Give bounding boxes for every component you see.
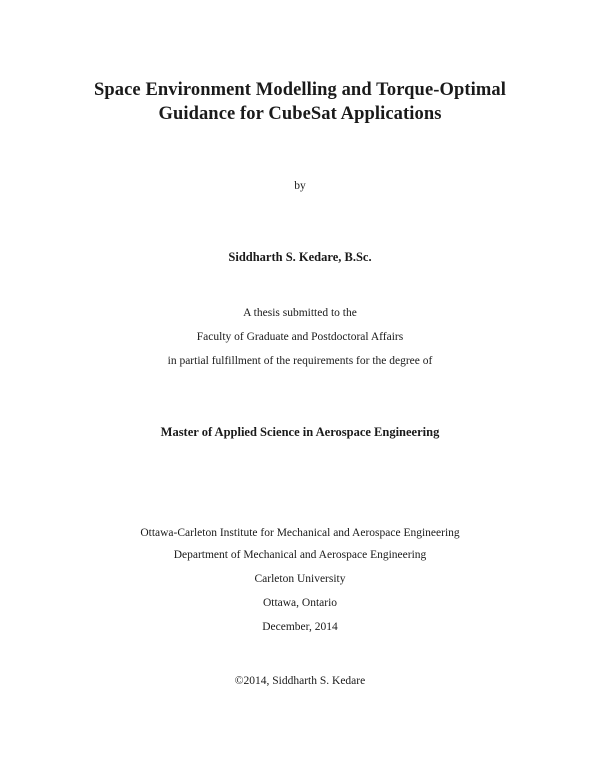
by-label: by — [294, 180, 306, 192]
department-name: Department of Mechanical and Aerospace Engineering — [173, 549, 427, 561]
author-name: Siddharth S. Kedare — [228, 250, 339, 264]
submission-line-2: Faculty of Graduate and Postdoctoral Affairs — [196, 331, 404, 343]
submission-line-3: in partial fulfillment of the requirements for the degree of — [167, 355, 433, 367]
degree-name: Master of Applied Science in Aerospace Engineering — [160, 425, 440, 439]
institute-name: Ottawa-Carleton Institute for Mechanical and Aerospace Engineering — [140, 527, 460, 539]
location: Ottawa, Ontario — [262, 597, 338, 609]
submission-line-1: A thesis submitted to the — [243, 307, 357, 319]
university-name: Carleton University — [254, 573, 346, 585]
author-credential: , B.Sc. — [338, 250, 372, 264]
thesis-title-line-2: Guidance for CubeSat Applications — [158, 104, 442, 124]
thesis-title-line-1: Space Environment Modelling and Torque-Optimal — [93, 80, 506, 100]
submission-date: December, 2014 — [262, 621, 338, 633]
author-line — [0, 251, 600, 264]
copyright-notice: ©2014, Siddharth S. Kedare — [234, 675, 366, 687]
